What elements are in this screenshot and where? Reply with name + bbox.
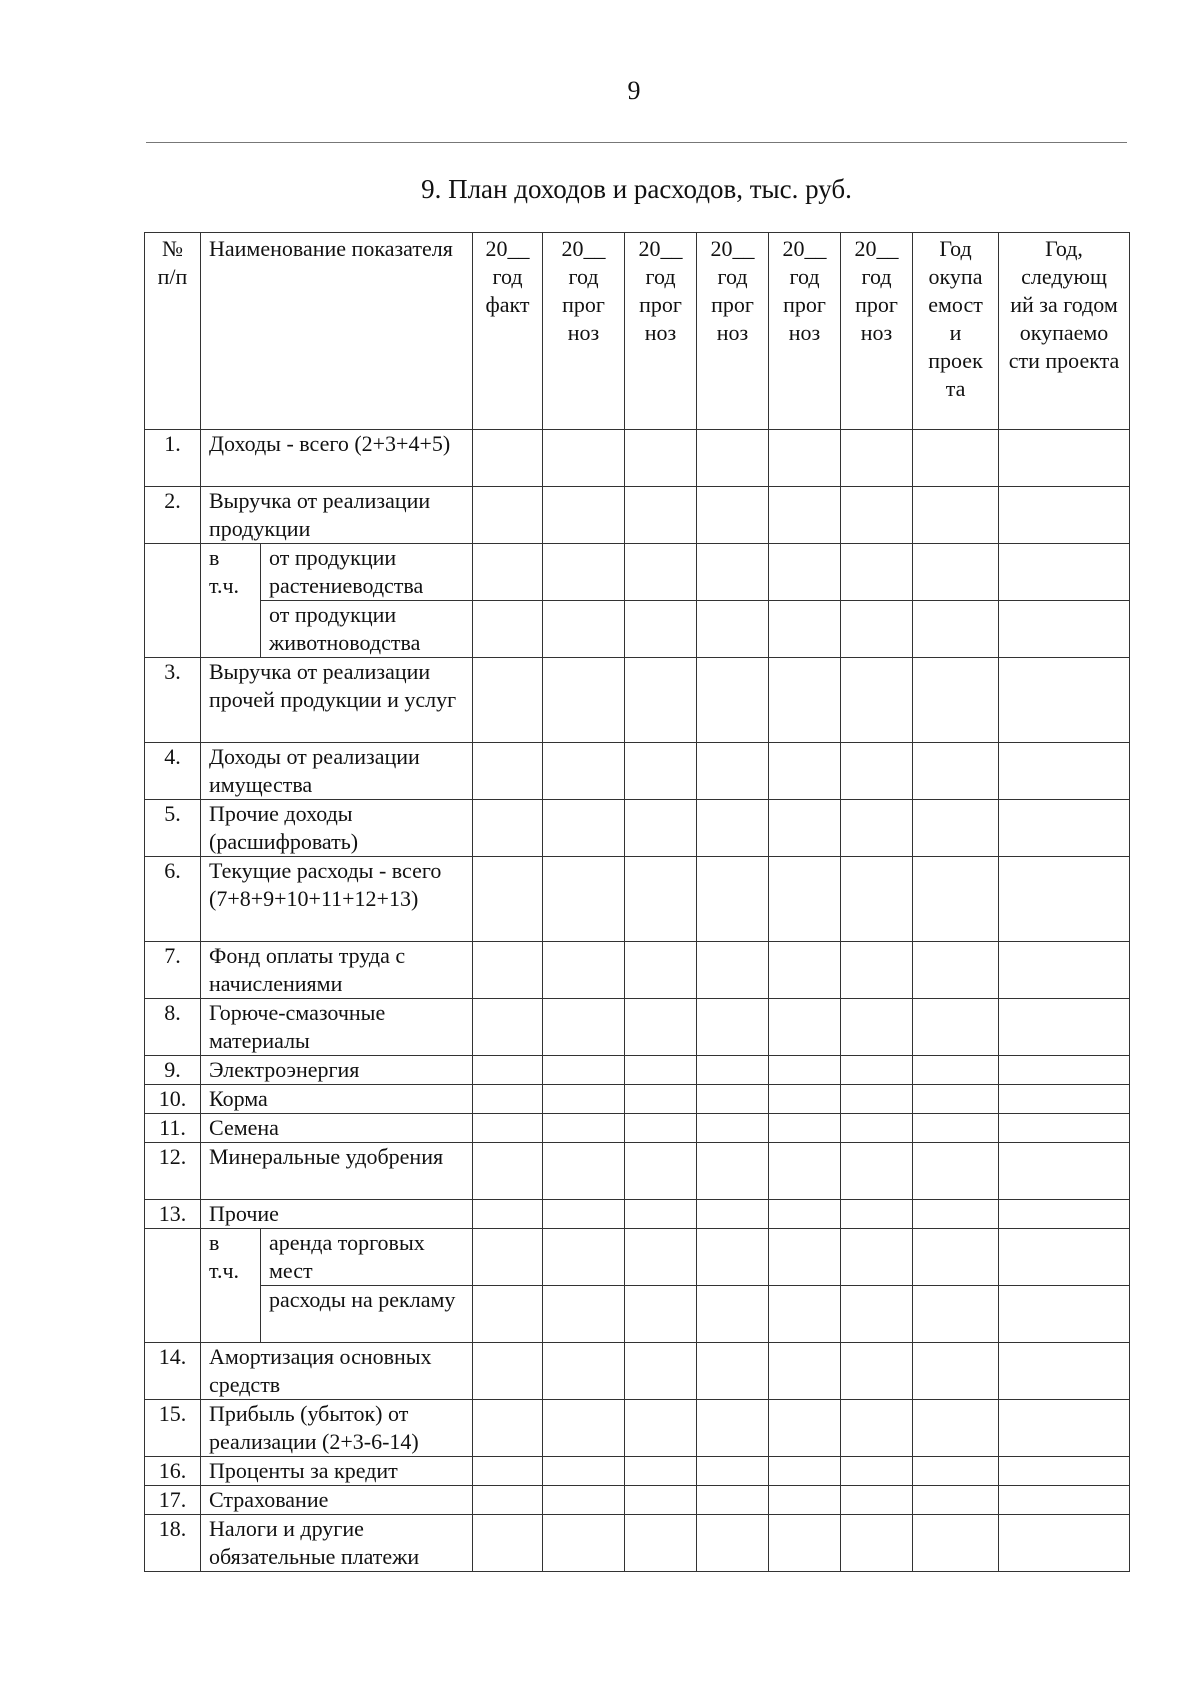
row-name: Электроэнергия bbox=[201, 1056, 473, 1085]
value-cell bbox=[841, 1200, 913, 1229]
sub-row-name: от продукции животноводства bbox=[261, 601, 473, 658]
header-year-col bbox=[543, 233, 625, 430]
value-cell bbox=[543, 942, 625, 999]
value-cell bbox=[625, 1515, 697, 1572]
header-year-kind: год прог ноз bbox=[639, 264, 682, 345]
value-cell bbox=[999, 1457, 1130, 1486]
row-number: 7. bbox=[145, 942, 201, 999]
row-number bbox=[145, 1229, 201, 1343]
value-cell bbox=[769, 1085, 841, 1114]
value-cell bbox=[999, 1400, 1130, 1457]
value-cell bbox=[841, 601, 913, 658]
value-cell bbox=[913, 857, 999, 942]
table-row bbox=[145, 1229, 1130, 1286]
value-cell bbox=[841, 1343, 913, 1400]
row-number: 13. bbox=[145, 1200, 201, 1229]
value-cell bbox=[697, 487, 769, 544]
row-name: Горюче-смазочные материалы bbox=[201, 999, 473, 1056]
value-cell bbox=[543, 800, 625, 857]
value-cell bbox=[841, 1515, 913, 1572]
value-cell bbox=[625, 601, 697, 658]
value-cell bbox=[913, 1343, 999, 1400]
value-cell bbox=[543, 999, 625, 1056]
value-cell bbox=[769, 999, 841, 1056]
row-name: Выручка от реализации прочей продукции и услуг bbox=[201, 658, 473, 743]
row-name: Фонд оплаты труда с начислениями bbox=[201, 942, 473, 999]
value-cell bbox=[999, 743, 1130, 800]
value-cell bbox=[913, 1457, 999, 1486]
header-payback-year: Год окупа емост и проек та bbox=[913, 233, 999, 430]
table-row bbox=[145, 1343, 1130, 1400]
row-number: 18. bbox=[145, 1515, 201, 1572]
header-year: 20__ bbox=[854, 236, 899, 261]
value-cell bbox=[697, 1114, 769, 1143]
value-cell bbox=[999, 1200, 1130, 1229]
value-cell bbox=[697, 857, 769, 942]
value-cell bbox=[697, 601, 769, 658]
value-cell bbox=[841, 1114, 913, 1143]
value-cell bbox=[543, 857, 625, 942]
value-cell bbox=[473, 1200, 543, 1229]
value-cell bbox=[625, 1486, 697, 1515]
table-row bbox=[145, 743, 1130, 800]
value-cell bbox=[769, 942, 841, 999]
value-cell bbox=[913, 601, 999, 658]
row-name: Прочие доходы (расшифровать) bbox=[201, 800, 473, 857]
value-cell bbox=[473, 544, 543, 601]
value-cell bbox=[769, 601, 841, 658]
header-year-after-payback: Год, следующ ий за годом окупаемо сти проекта bbox=[999, 233, 1130, 430]
value-cell bbox=[913, 1114, 999, 1143]
value-cell bbox=[697, 800, 769, 857]
including-label: в т.ч. bbox=[201, 544, 261, 658]
value-cell bbox=[625, 430, 697, 487]
value-cell bbox=[913, 658, 999, 743]
table-row bbox=[145, 1400, 1130, 1457]
value-cell bbox=[841, 1400, 913, 1457]
table-row bbox=[145, 1114, 1130, 1143]
sub-row-name: от продукции растениеводства bbox=[261, 544, 473, 601]
value-cell bbox=[999, 430, 1130, 487]
row-number: 17. bbox=[145, 1486, 201, 1515]
value-cell bbox=[769, 1229, 841, 1286]
value-cell bbox=[841, 999, 913, 1056]
sub-row-name: расходы на рекламу bbox=[261, 1286, 473, 1343]
table-row bbox=[145, 1200, 1130, 1229]
value-cell bbox=[841, 743, 913, 800]
value-cell bbox=[543, 487, 625, 544]
value-cell bbox=[625, 658, 697, 743]
value-cell bbox=[625, 1200, 697, 1229]
value-cell bbox=[769, 430, 841, 487]
value-cell bbox=[543, 1400, 625, 1457]
value-cell bbox=[473, 1085, 543, 1114]
table-row bbox=[145, 999, 1130, 1056]
value-cell bbox=[473, 1343, 543, 1400]
header-year-kind: год факт bbox=[485, 264, 530, 317]
value-cell bbox=[625, 942, 697, 999]
including-label: в т.ч. bbox=[201, 1229, 261, 1343]
value-cell bbox=[999, 999, 1130, 1056]
value-cell bbox=[543, 1286, 625, 1343]
row-number: 3. bbox=[145, 658, 201, 743]
value-cell bbox=[473, 1229, 543, 1286]
row-number: 14. bbox=[145, 1343, 201, 1400]
row-number: 9. bbox=[145, 1056, 201, 1085]
value-cell bbox=[697, 1056, 769, 1085]
value-cell bbox=[697, 1200, 769, 1229]
value-cell bbox=[913, 1229, 999, 1286]
value-cell bbox=[999, 544, 1130, 601]
value-cell bbox=[543, 1343, 625, 1400]
value-cell bbox=[769, 1515, 841, 1572]
value-cell bbox=[625, 544, 697, 601]
value-cell bbox=[841, 430, 913, 487]
value-cell bbox=[543, 658, 625, 743]
value-cell bbox=[769, 658, 841, 743]
value-cell bbox=[625, 1143, 697, 1200]
value-cell bbox=[473, 857, 543, 942]
header-num: № п/п bbox=[145, 233, 201, 430]
value-cell bbox=[999, 1343, 1130, 1400]
header-year: 20__ bbox=[485, 236, 530, 261]
value-cell bbox=[913, 1515, 999, 1572]
value-cell bbox=[769, 544, 841, 601]
header-year-kind: год прог ноз bbox=[562, 264, 605, 345]
row-number: 15. bbox=[145, 1400, 201, 1457]
table-row bbox=[145, 857, 1130, 942]
value-cell bbox=[543, 1085, 625, 1114]
value-cell bbox=[697, 1515, 769, 1572]
document-title: 9. План доходов и расходов, тыс. руб. bbox=[421, 174, 852, 204]
header-year-col bbox=[473, 233, 543, 430]
value-cell bbox=[913, 1486, 999, 1515]
value-cell bbox=[913, 743, 999, 800]
value-cell bbox=[543, 1457, 625, 1486]
value-cell bbox=[769, 1200, 841, 1229]
value-cell bbox=[697, 544, 769, 601]
row-number bbox=[145, 544, 201, 658]
row-number: 5. bbox=[145, 800, 201, 857]
row-number: 12. bbox=[145, 1143, 201, 1200]
value-cell bbox=[913, 1200, 999, 1229]
value-cell bbox=[697, 1457, 769, 1486]
value-cell bbox=[625, 1286, 697, 1343]
value-cell bbox=[473, 1515, 543, 1572]
value-cell bbox=[769, 1457, 841, 1486]
value-cell bbox=[473, 1486, 543, 1515]
value-cell bbox=[697, 942, 769, 999]
table-row bbox=[145, 800, 1130, 857]
value-cell bbox=[543, 1056, 625, 1085]
row-number: 10. bbox=[145, 1085, 201, 1114]
table-row bbox=[145, 942, 1130, 999]
header-rule bbox=[146, 142, 1127, 143]
row-name: Доходы от реализации имущества bbox=[201, 743, 473, 800]
page-number: 9 bbox=[627, 76, 641, 105]
row-number: 2. bbox=[145, 487, 201, 544]
table-row bbox=[145, 1486, 1130, 1515]
value-cell bbox=[543, 1200, 625, 1229]
row-name: Налоги и другие обязательные платежи bbox=[201, 1515, 473, 1572]
row-name: Выручка от реализации продукции bbox=[201, 487, 473, 544]
value-cell bbox=[543, 1229, 625, 1286]
row-name: Прибыль (убыток) от реализации (2+3-6-14) bbox=[201, 1400, 473, 1457]
table-row bbox=[145, 1286, 1130, 1343]
value-cell bbox=[473, 1400, 543, 1457]
value-cell bbox=[841, 1085, 913, 1114]
value-cell bbox=[473, 743, 543, 800]
value-cell bbox=[999, 1515, 1130, 1572]
header-year-kind: год прог ноз bbox=[783, 264, 826, 345]
table-row bbox=[145, 1085, 1130, 1114]
value-cell bbox=[913, 430, 999, 487]
value-cell bbox=[697, 1143, 769, 1200]
header-year-col bbox=[625, 233, 697, 430]
header-name: Наименование показателя bbox=[201, 233, 473, 430]
value-cell bbox=[543, 1486, 625, 1515]
header-year: 20__ bbox=[561, 236, 606, 261]
value-cell bbox=[913, 800, 999, 857]
value-cell bbox=[473, 1143, 543, 1200]
value-cell bbox=[543, 430, 625, 487]
header-year-kind: год прог ноз bbox=[711, 264, 754, 345]
table-row bbox=[145, 1143, 1130, 1200]
value-cell bbox=[999, 857, 1130, 942]
income-expense-plan-table bbox=[144, 232, 1130, 1572]
value-cell bbox=[769, 743, 841, 800]
value-cell bbox=[769, 857, 841, 942]
header-year: 20__ bbox=[782, 236, 827, 261]
value-cell bbox=[913, 487, 999, 544]
value-cell bbox=[769, 1343, 841, 1400]
value-cell bbox=[913, 942, 999, 999]
value-cell bbox=[841, 1286, 913, 1343]
table-row bbox=[145, 658, 1130, 743]
value-cell bbox=[473, 487, 543, 544]
value-cell bbox=[473, 1286, 543, 1343]
value-cell bbox=[697, 1229, 769, 1286]
value-cell bbox=[543, 544, 625, 601]
value-cell bbox=[473, 1056, 543, 1085]
table-header-row bbox=[145, 233, 1130, 430]
table-row bbox=[145, 430, 1130, 487]
value-cell bbox=[999, 487, 1130, 544]
value-cell bbox=[625, 999, 697, 1056]
sub-row-name: аренда торговых мест bbox=[261, 1229, 473, 1286]
row-number: 8. bbox=[145, 999, 201, 1056]
value-cell bbox=[625, 1400, 697, 1457]
value-cell bbox=[625, 857, 697, 942]
value-cell bbox=[841, 857, 913, 942]
value-cell bbox=[543, 743, 625, 800]
table-row bbox=[145, 487, 1130, 544]
table-row bbox=[145, 1515, 1130, 1572]
value-cell bbox=[697, 1343, 769, 1400]
value-cell bbox=[625, 743, 697, 800]
value-cell bbox=[697, 658, 769, 743]
value-cell bbox=[473, 601, 543, 658]
row-name: Корма bbox=[201, 1085, 473, 1114]
row-name: Семена bbox=[201, 1114, 473, 1143]
value-cell bbox=[913, 999, 999, 1056]
value-cell bbox=[841, 487, 913, 544]
value-cell bbox=[543, 601, 625, 658]
value-cell bbox=[999, 1229, 1130, 1286]
value-cell bbox=[999, 601, 1130, 658]
row-name: Доходы - всего (2+3+4+5) bbox=[201, 430, 473, 487]
value-cell bbox=[841, 1056, 913, 1085]
value-cell bbox=[625, 800, 697, 857]
value-cell bbox=[697, 430, 769, 487]
value-cell bbox=[841, 800, 913, 857]
row-number: 4. bbox=[145, 743, 201, 800]
value-cell bbox=[625, 1085, 697, 1114]
value-cell bbox=[999, 800, 1130, 857]
value-cell bbox=[543, 1143, 625, 1200]
value-cell bbox=[625, 1343, 697, 1400]
header-year-col bbox=[841, 233, 913, 430]
value-cell bbox=[913, 1056, 999, 1085]
value-cell bbox=[769, 487, 841, 544]
value-cell bbox=[473, 800, 543, 857]
value-cell bbox=[769, 1286, 841, 1343]
value-cell bbox=[999, 658, 1130, 743]
value-cell bbox=[473, 999, 543, 1056]
value-cell bbox=[625, 1457, 697, 1486]
value-cell bbox=[999, 942, 1130, 999]
value-cell bbox=[473, 942, 543, 999]
value-cell bbox=[999, 1486, 1130, 1515]
value-cell bbox=[841, 658, 913, 743]
value-cell bbox=[473, 658, 543, 743]
value-cell bbox=[841, 544, 913, 601]
header-year: 20__ bbox=[710, 236, 755, 261]
value-cell bbox=[697, 1486, 769, 1515]
value-cell bbox=[913, 1085, 999, 1114]
row-number: 16. bbox=[145, 1457, 201, 1486]
value-cell bbox=[697, 1286, 769, 1343]
value-cell bbox=[999, 1085, 1130, 1114]
value-cell bbox=[769, 1114, 841, 1143]
header-year-col bbox=[769, 233, 841, 430]
table-row bbox=[145, 1056, 1130, 1085]
value-cell bbox=[913, 1286, 999, 1343]
header-year-col bbox=[697, 233, 769, 430]
value-cell bbox=[697, 1400, 769, 1457]
value-cell bbox=[473, 1114, 543, 1143]
value-cell bbox=[913, 1400, 999, 1457]
value-cell bbox=[543, 1515, 625, 1572]
value-cell bbox=[625, 1114, 697, 1143]
row-name: Прочие bbox=[201, 1200, 473, 1229]
value-cell bbox=[769, 1486, 841, 1515]
table-row bbox=[145, 544, 1130, 601]
value-cell bbox=[841, 1457, 913, 1486]
row-number: 1. bbox=[145, 430, 201, 487]
value-cell bbox=[543, 1114, 625, 1143]
value-cell bbox=[913, 1143, 999, 1200]
value-cell bbox=[841, 1229, 913, 1286]
value-cell bbox=[625, 487, 697, 544]
row-name: Амортизация основных средств bbox=[201, 1343, 473, 1400]
value-cell bbox=[625, 1229, 697, 1286]
value-cell bbox=[697, 743, 769, 800]
value-cell bbox=[999, 1286, 1130, 1343]
row-number: 6. bbox=[145, 857, 201, 942]
value-cell bbox=[697, 999, 769, 1056]
value-cell bbox=[473, 430, 543, 487]
value-cell bbox=[769, 1143, 841, 1200]
header-year-kind: год прог ноз bbox=[855, 264, 898, 345]
value-cell bbox=[999, 1056, 1130, 1085]
row-name: Проценты за кредит bbox=[201, 1457, 473, 1486]
table-row bbox=[145, 1457, 1130, 1486]
row-name: Страхование bbox=[201, 1486, 473, 1515]
value-cell bbox=[473, 1457, 543, 1486]
value-cell bbox=[625, 1056, 697, 1085]
header-year: 20__ bbox=[638, 236, 683, 261]
value-cell bbox=[841, 942, 913, 999]
value-cell bbox=[999, 1143, 1130, 1200]
row-name: Минеральные удобрения bbox=[201, 1143, 473, 1200]
value-cell bbox=[697, 1085, 769, 1114]
value-cell bbox=[913, 544, 999, 601]
row-number: 11. bbox=[145, 1114, 201, 1143]
value-cell bbox=[769, 800, 841, 857]
value-cell bbox=[769, 1400, 841, 1457]
value-cell bbox=[841, 1143, 913, 1200]
value-cell bbox=[999, 1114, 1130, 1143]
value-cell bbox=[769, 1056, 841, 1085]
table-row bbox=[145, 601, 1130, 658]
value-cell bbox=[841, 1486, 913, 1515]
row-name: Текущие расходы - всего (7+8+9+10+11+12+13) bbox=[201, 857, 473, 942]
